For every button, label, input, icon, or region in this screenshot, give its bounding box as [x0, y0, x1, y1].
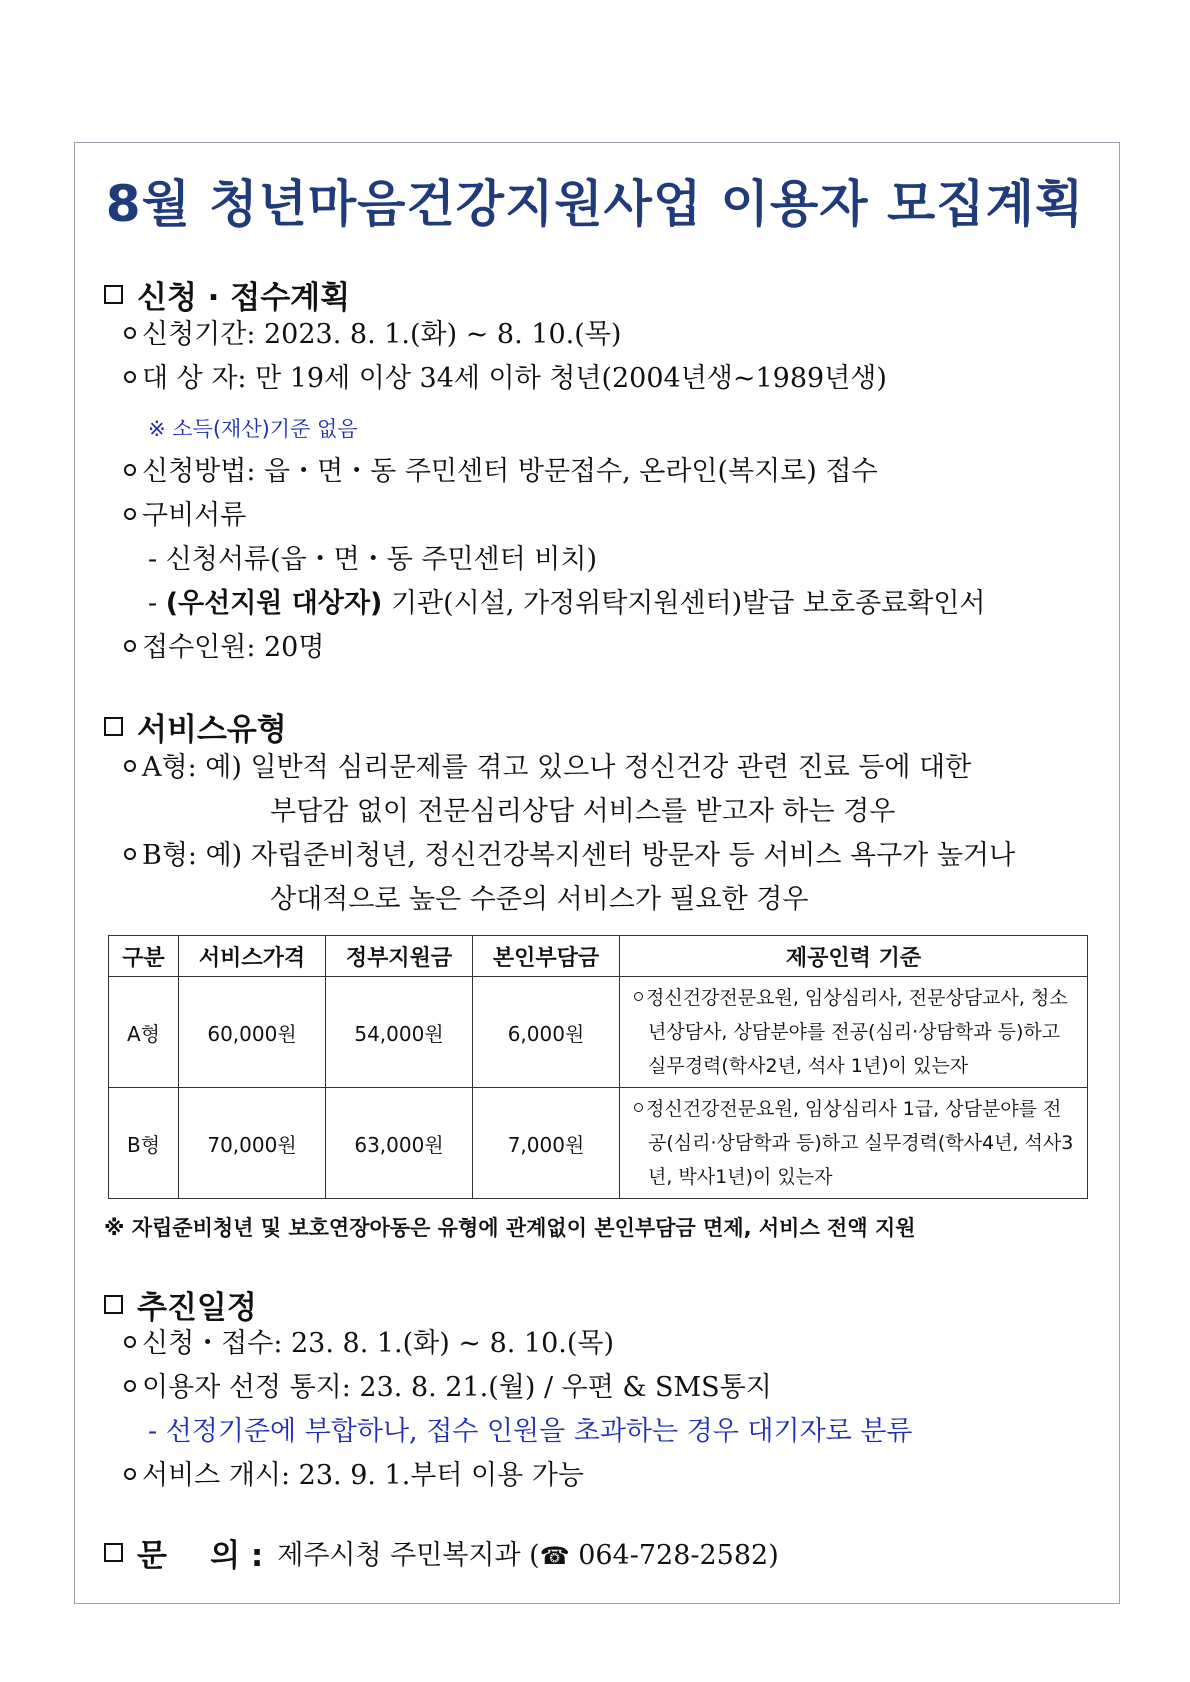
apply-period: 신청기간: 2023. 8. 1.(화) ~ 8. 10.(목)	[124, 319, 621, 351]
circle-bullet-icon	[124, 464, 136, 476]
service-note: ※ 자립준비청년 및 보호연장아동은 유형에 관계없이 본인부담금 면제, 서비스 전액 지원	[104, 1216, 916, 1240]
circle-bullet-icon	[634, 992, 643, 1001]
schedule-item3: 서비스 개시: 23. 9. 1.부터 이용 가능	[124, 1460, 584, 1492]
service-b-line1: B형: 예) 자립준비청년, 정신건강복지센터 방문자 등 서비스 욕구가 높거나	[124, 840, 1015, 872]
section-apply-heading	[104, 272, 350, 317]
service-price-table	[108, 935, 1088, 1199]
table-cell-gov: 63,000원	[326, 1088, 473, 1199]
section-service-title: 서비스유형	[137, 712, 287, 748]
table-cell-price: 60,000원	[179, 977, 326, 1088]
table-cell-price: 70,000원	[179, 1088, 326, 1199]
circle-bullet-icon	[124, 1336, 136, 1348]
table-header: 제공인력 기준	[620, 936, 1088, 977]
circle-bullet-icon	[634, 1103, 643, 1112]
section-schedule-heading	[104, 1282, 257, 1327]
table-header: 서비스가격	[179, 936, 326, 977]
table-header: 정부지원금	[326, 936, 473, 977]
schedule-item2-note: - 선정기준에 부합하나, 접수 인원을 초과하는 경우 대기자로 분류	[148, 1416, 913, 1447]
service-a-line1: A형: 예) 일반적 심리문제를 겪고 있으나 정신건강 관련 진료 등에 대한	[124, 752, 971, 784]
contact-text: 제주시청 주민복지과 (☎ 064-728-2582)	[277, 1540, 779, 1571]
circle-bullet-icon	[124, 1380, 136, 1392]
table-header-row	[109, 936, 1088, 977]
phone-icon: ☎	[539, 1542, 570, 1570]
apply-docs: 구비서류	[124, 500, 246, 532]
schedule-item2: 이용자 선정 통지: 23. 8. 21.(월) / 우편 & SMS통지	[124, 1372, 772, 1404]
section-apply-title: 신청 · 접수계획	[137, 280, 351, 316]
checkbox-square-icon	[104, 717, 123, 736]
apply-target-note: ※ 소득(재산)기준 없음	[148, 417, 358, 441]
circle-bullet-icon	[124, 760, 136, 772]
apply-method: 신청방법: 읍・면・동 주민센터 방문접수, 온라인(복지로) 접수	[124, 456, 878, 488]
circle-bullet-icon	[124, 1468, 136, 1480]
table-cell-self: 7,000원	[473, 1088, 620, 1199]
table-cell-staff: 정신건강전문요원, 임상심리사, 전문상담교사, 청소년상담사, 상담분야를 전공(심리·상담학과 등)하고 실무경력(학사2년, 석사 1년)이 있는자	[620, 977, 1088, 1088]
circle-bullet-icon	[124, 640, 136, 652]
apply-docs-item1: - 신청서류(읍・면・동 주민센터 비치)	[148, 544, 598, 575]
checkbox-square-icon	[104, 285, 123, 304]
circle-bullet-icon	[124, 508, 136, 520]
service-a-line2: 부담감 없이 전문심리상담 서비스를 받고자 하는 경우	[270, 796, 896, 827]
circle-bullet-icon	[124, 371, 136, 383]
section-service-heading	[104, 704, 287, 749]
table-header: 구분	[109, 936, 179, 977]
apply-docs-item2: - (우선지원 대상자) 기관(시설, 가정위탁지원센터)발급 보호종료확인서	[148, 588, 986, 619]
page-title: 8월 청년마음건강지원사업 이용자 모집계획	[105, 175, 1085, 233]
checkbox-square-icon	[104, 1295, 123, 1314]
circle-bullet-icon	[124, 848, 136, 860]
table-header: 본인부담금	[473, 936, 620, 977]
schedule-item1: 신청・접수: 23. 8. 1.(화) ~ 8. 10.(목)	[124, 1328, 614, 1360]
apply-quota: 접수인원: 20명	[124, 632, 324, 664]
table-cell-staff: 정신건강전문요원, 임상심리사 1급, 상담분야를 전공(심리·상담학과 등)하고 실무경력(학사4년, 석사3년, 박사1년)이 있는자	[620, 1088, 1088, 1199]
section-contact	[104, 1530, 779, 1575]
table-cell-type: B형	[109, 1088, 179, 1199]
service-b-line2: 상대적으로 높은 수준의 서비스가 필요한 경우	[270, 884, 809, 915]
table-row	[109, 977, 1088, 1088]
table-cell-type: A형	[109, 977, 179, 1088]
checkbox-square-icon	[104, 1543, 123, 1562]
section-schedule-title: 추진일정	[137, 1290, 257, 1326]
section-contact-title: 문 의 :	[137, 1538, 264, 1574]
table-cell-self: 6,000원	[473, 977, 620, 1088]
table-row	[109, 1088, 1088, 1199]
apply-target: 대 상 자: 만 19세 이상 34세 이하 청년(2004년생~1989년생)	[124, 363, 887, 395]
table-cell-gov: 54,000원	[326, 977, 473, 1088]
circle-bullet-icon	[124, 327, 136, 339]
